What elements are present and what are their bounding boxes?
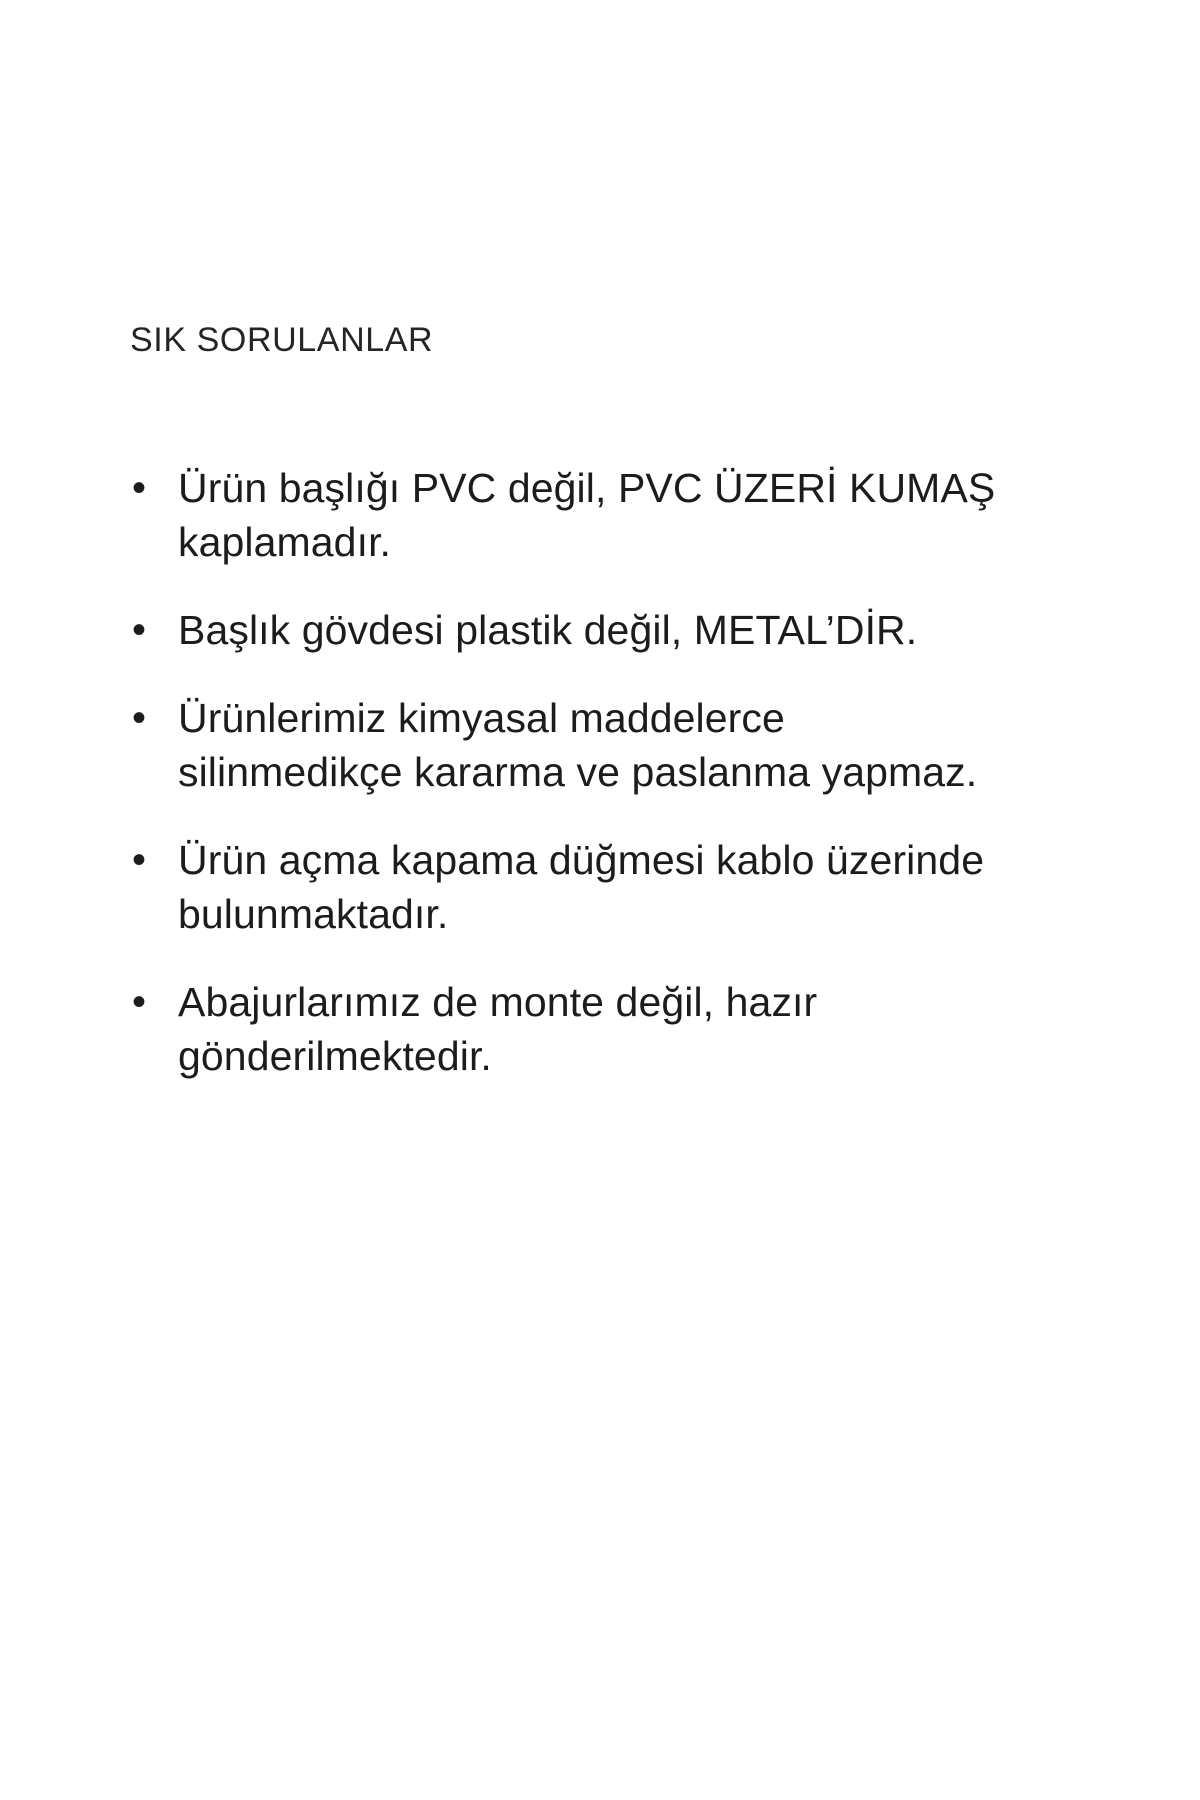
- bullet-icon: •: [132, 465, 147, 510]
- list-item: [130, 975, 1080, 1083]
- faq-item-text: Başlık gövdesi plastik değil, METAL’DİR.: [178, 606, 918, 653]
- faq-item-text: Abajurlarımız de monte değil, hazır gönderilmektedir.: [178, 978, 818, 1079]
- bullet-icon: •: [132, 695, 147, 740]
- faq-item-text: Ürün başlığı PVC değil, PVC ÜZERİ KUMAŞ kaplamadır.: [178, 464, 996, 565]
- bullet-icon: •: [132, 607, 147, 652]
- faq-section: [130, 320, 1080, 1117]
- faq-item-text: Ürünlerimiz kimyasal maddelerce silinmedikçe kararma ve paslanma yapmaz.: [178, 694, 978, 795]
- list-item: [130, 833, 1080, 941]
- faq-list: [130, 461, 1080, 1083]
- faq-item-text: Ürün açma kapama düğmesi kablo üzerinde bulunmaktadır.: [178, 836, 985, 937]
- list-item: [130, 691, 1080, 799]
- bullet-icon: •: [132, 837, 147, 882]
- list-item: [130, 461, 1080, 569]
- page-title: SIK SORULANLAR: [130, 321, 434, 359]
- bullet-icon: •: [132, 979, 147, 1024]
- list-item: [130, 603, 1080, 657]
